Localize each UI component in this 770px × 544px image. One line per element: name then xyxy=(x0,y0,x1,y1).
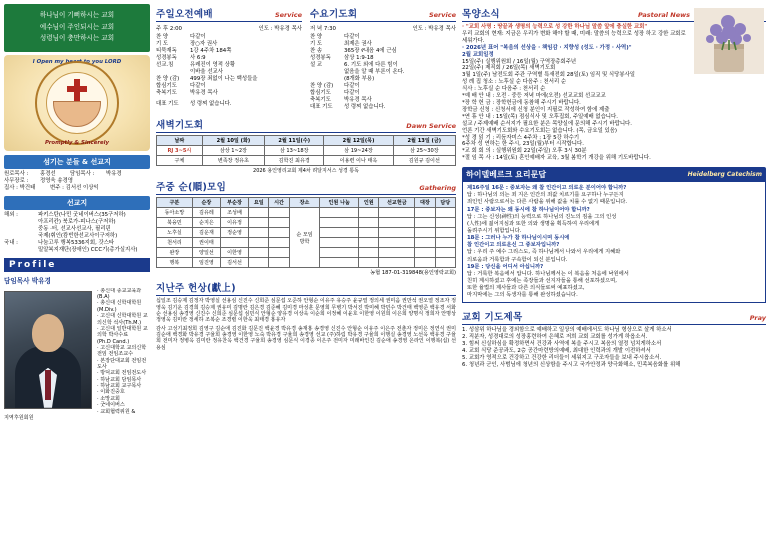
order-value: 장○자 권사 xyxy=(190,41,218,48)
gathering-col-3: 요일 xyxy=(249,198,269,208)
catechism-body xyxy=(462,182,766,303)
catechism-header xyxy=(462,167,766,182)
gathering-col-6: 인원 나눔 xyxy=(320,198,359,208)
serving-row xyxy=(4,171,150,178)
catechism-block xyxy=(462,167,766,303)
mission-row xyxy=(4,212,150,219)
order-value: 삼상 1:9-18 xyxy=(344,55,374,62)
gathering-note-1: 순 모임 xyxy=(296,231,313,238)
lastweek-tithe: 십일조 김승제 김정자 박영실 선용심 신진수 신희준 심문섭 오준하 안형순 이유주 유승주 윤규열 정의세 권미음 권만석 권오열 정조자 정영욱 김기운 김경희 김승제 권유미 김명란 김은경 김준혜 김미경 마성훈 문영희 무병기 박서진 박미혜 박민수 박건태 백영준 백유경 서화순 선용심 송경영 신진수 신희준 심문섭 심민식 안형순 양유경 이상욱 이순희 이정혜 이윤호 이한영 이원희 이은희 양명식 정희자 안명상 정영욱 김미란 정세하 조복순 조경렬 이한욱 최태경 홍유자 xyxy=(156,298,456,324)
gathering-note-2: 방학 xyxy=(299,238,310,245)
dawn-time: RJ 3~5시 xyxy=(157,146,203,156)
prayer-topics-header xyxy=(462,309,766,325)
serving-label-3: 사무장로 : xyxy=(4,177,29,184)
gathering-col-0: 구분 xyxy=(157,198,193,208)
mission-value-4: 국제(휘인(캄빈한선교사이구저하) xyxy=(38,232,118,239)
serving-row xyxy=(4,178,150,185)
catechism-line: 18문 : 그러나 누가 참 하나님이시며 동시에 xyxy=(467,235,570,242)
serving-row xyxy=(4,185,150,192)
news-line: 22일(주) 제직회 / 26일(목) 새벽기도회 xyxy=(462,65,556,72)
sunday-service-header xyxy=(156,6,302,22)
gathering-col-10: 담당 xyxy=(435,198,455,208)
mission-row xyxy=(4,219,150,226)
order-label: 설 교 xyxy=(310,62,323,69)
gathering-cell: 북융민 xyxy=(157,218,193,228)
gathering-title: 주중 순(順)모임 xyxy=(156,182,227,194)
news-line: 언론 기간 새벽기도회와 수요기도회는 없습니다. (목, 금요일 있음) xyxy=(462,127,618,134)
catechism-line: 답 : 그는 신성(神性)의 능력으로 하나님의 진노의 짐을 그의 인성 xyxy=(467,213,617,220)
order-value: 사 6:9 xyxy=(190,55,206,62)
news-eng: Pastoral News xyxy=(638,11,690,19)
news-line: 3월 1일(주) 남전도회 주관 구역별 특새전회 28일(토) 임직 및 식당봉사일 xyxy=(462,72,635,79)
order-row xyxy=(310,48,456,55)
gathering-cell: 권이태 xyxy=(192,238,220,248)
order-label: 합심기도 xyxy=(156,83,177,90)
bio-line: · 굿네이버스 xyxy=(97,402,125,409)
news-line: 장학금 신청 : 신청서에 신청 분인이 지필로 작성하여 함에 제출 xyxy=(462,106,610,113)
gathering-col-4: 시간 xyxy=(269,198,289,208)
prayer-topics-list xyxy=(462,327,766,368)
gathering-cell: 행복 xyxy=(157,258,193,268)
order-row xyxy=(156,101,302,108)
dawn-cell: 김원규 김이선 xyxy=(393,156,455,166)
prayer-topics-eng: Pray xyxy=(749,314,766,323)
church-logo xyxy=(4,55,150,151)
order-label: 찬 양 (감) xyxy=(156,76,180,83)
profile-header: Profile xyxy=(4,258,150,272)
bio-line: (Ph.D Cand.) xyxy=(97,338,130,345)
order-value: 성 령찌 없습니다. xyxy=(190,101,232,108)
dawn-cell: 이용련 이나 태옥 xyxy=(324,156,393,166)
gathering-cell xyxy=(220,238,248,248)
catechism-line: 답 : 거룩한 복음에서 압니다. 하나님께서는 이 복음을 처음에 낙원에서 xyxy=(467,270,629,277)
order-value: 성 령찌 없습니다. xyxy=(344,104,386,111)
sunday-service-leader: 인도 : 박유경 목사 xyxy=(258,26,302,32)
wednesday-prayer-header xyxy=(310,6,456,22)
dawn-service-table xyxy=(156,135,456,166)
order-value: 499장 죄없이 나는 백성들을 xyxy=(190,76,258,83)
order-row xyxy=(156,62,302,69)
catechism-line: 또한 율법의 제사들과 다른 의식들로써 예표하셨고, xyxy=(467,285,585,292)
serving-label-1: 원로목사 : xyxy=(4,170,29,177)
news-line: *성 경 읽 기 : 리듬자미스 4주차 : 1장 5강 하수기 xyxy=(462,134,580,141)
order-value: 6. 기도 외에 다른 힘이 xyxy=(344,62,398,69)
catechism-line: 19문 : 당신을 어디서 아십니까? xyxy=(467,263,544,270)
dawn-col-4: 2월 13일 (금) xyxy=(393,136,455,146)
news-title: 목양소식 xyxy=(462,9,500,20)
catechism-eng: Heidelberg Catechism xyxy=(687,171,762,179)
gathering-cell: 노후실 xyxy=(157,228,193,238)
catechism-line: 의로움과 거룩함과 구속함이 되신 분입니다. xyxy=(467,256,568,263)
gathering-cell: 이한영 xyxy=(220,248,248,258)
lastweek-title: 지난주 헌상(獻上) xyxy=(156,283,236,295)
vision-line-3: 성령님이 충만하시는 교회 xyxy=(39,34,115,43)
bio-line: · 본장단대교회 전임전도사 xyxy=(97,357,147,371)
bio-line: · 고신대 일반대학원 교의학 박사수료 xyxy=(97,325,148,339)
gathering-col-8: 선교헌금 xyxy=(379,198,415,208)
mission-value-2: 아프리칸) 북로가-피나스(구저하) xyxy=(38,218,116,225)
order-label: 찬 양 xyxy=(310,34,323,40)
bio-line: · 이화진중호 xyxy=(97,389,125,396)
mission-row xyxy=(4,247,150,254)
prayer-topic-item: 5. 교회가 영적으로 건강하고 건강한 리더들이 세워지고 구조자들을 보내 주시옵소서. xyxy=(462,355,662,361)
order-row xyxy=(310,34,456,41)
order-value: 유레진이 영적 상황 xyxy=(190,62,236,69)
dawn-col-0: 날짜 xyxy=(157,136,203,146)
mission-list xyxy=(4,212,150,254)
serving-value-4: 변주 : 김서선 이상익 xyxy=(50,184,99,191)
dawn-service-header xyxy=(156,117,456,133)
middle-column xyxy=(156,6,456,351)
gathering-cell: 순지은 xyxy=(192,218,220,228)
gathering-cell: 정순영 xyxy=(220,228,248,238)
dawn-service-block xyxy=(156,117,456,174)
order-value: 박유경 목사 xyxy=(344,97,372,104)
news-line: *연 휴 안 내 : 15일(목) 점심식사 및 오후집회, 주일예배 없습니다. xyxy=(462,113,618,120)
catechism-line: 답 : 하나님의 의는 죄 지은 인간의 죄값 치르기를 요구하나 누구든지 xyxy=(467,192,624,199)
order-label: 대표 기도 xyxy=(310,104,333,111)
vision-line-1: 하나님이 기뻐하시는 교회 xyxy=(39,11,115,19)
catechism-line: 돌려주시기 위함입니다. xyxy=(467,227,522,234)
gathering-col-2: 부순장 xyxy=(220,198,248,208)
mission-row xyxy=(4,240,150,247)
order-label: 합심기도 xyxy=(310,90,331,97)
dawn-col-1: 2월 10일 (화) xyxy=(202,136,264,146)
dawn-cell: 삼 13~18장 xyxy=(265,146,324,156)
bio-line: · 총신대 신학대학원 (M.Div.) xyxy=(97,300,142,313)
serving-list xyxy=(4,171,150,192)
order-value: 다같이 xyxy=(190,83,206,90)
order-row xyxy=(310,55,456,62)
serving-header: 섬기는 분들 & 선교지 xyxy=(4,155,150,169)
news-line: 2월 교회일정 xyxy=(462,51,494,58)
catechism-line: (人性)에 짊어지심과 또한 의와 생명을 획득하여 우리에게 xyxy=(467,220,600,227)
bio-line: · 방덕교회 전임전도사 xyxy=(97,370,147,377)
lastweek-header xyxy=(156,280,456,296)
news-line: *장 학 헌 금 : 장학헌금에 동참해 주시기 바랍니다. xyxy=(462,99,581,106)
order-row xyxy=(156,83,302,90)
lastweek-block xyxy=(156,280,456,351)
order-row xyxy=(156,55,302,62)
bio-line: 지역후원회원 xyxy=(4,414,34,421)
gathering-note-cell xyxy=(289,208,320,268)
photo-tie xyxy=(45,370,51,400)
dawn-footer: 2026 용인영리교회 제4차 려달지서스 성경 통독 xyxy=(253,168,359,175)
order-label: 티묵재독 xyxy=(156,48,177,55)
gathering-table xyxy=(156,197,456,268)
dawn-col-2: 2월 11일(수) xyxy=(265,136,324,146)
sunday-service-block xyxy=(156,6,302,111)
gathering-account-note: 농협 187-01-319848(용인영락교회) xyxy=(370,270,456,277)
gathering-block xyxy=(156,179,456,276)
gathering-cell: 동아소망 xyxy=(157,208,193,218)
order-value: 없음을 알 때 부론이 온다. xyxy=(344,69,405,76)
news-line: 15일(주) 실행위원회 / 16일(월) 구역장총회주년 xyxy=(462,58,577,65)
gathering-col-9: 대장 xyxy=(415,198,435,208)
order-label: 축복기도 xyxy=(310,97,331,104)
dawn-cell: 삼상 1~2장 xyxy=(202,146,264,156)
news-line: *절 임 목 사 : 14일(토) 혼인예배자 교육, 3월 봄학기 개강을 위해 기도바랍니다. xyxy=(462,155,651,162)
mission-row xyxy=(4,226,150,233)
prayer-topic-item: 3. 힘써 신실하심을 확정하면서 건강과 사역에 복을 주시고 복음의 열정 넘치게하소서 xyxy=(462,341,662,348)
wednesday-prayer-block xyxy=(310,6,456,111)
mission-header: 선교지 xyxy=(4,196,150,210)
sunday-service-meta xyxy=(156,24,302,32)
dawn-service-eng: Dawn Service xyxy=(406,122,456,131)
bio-line: · 소망교회 xyxy=(97,395,120,402)
order-value: 1강 4주차 184쪽 xyxy=(190,48,232,55)
order-value: 다같이 xyxy=(344,90,360,97)
catechism-title: 하이델베르크 요리문답 xyxy=(466,170,547,180)
prayer-topics-block xyxy=(462,309,766,368)
serving-value-1: 홍경선 xyxy=(40,170,56,177)
order-label: 축복기도 xyxy=(156,90,177,97)
photo-face xyxy=(32,314,64,352)
pastor-block xyxy=(4,288,150,422)
serving-label-4: 집사 : 박건태 xyxy=(4,184,36,191)
prayer-topic-item: 2. 직분자, 성경대로의 성장홍련하여 은혜로 저희 교회 교회를 성가게 하옵소서. xyxy=(462,334,648,341)
gathering-cell: 김서선 xyxy=(220,258,248,268)
dawn-cell: 삼 19~24장 xyxy=(324,146,393,156)
mission-label-overseas: 해외 : xyxy=(4,211,18,218)
dawn-cell: 삼 25~30장 xyxy=(393,146,455,156)
wednesday-prayer-eng: Service xyxy=(428,11,456,19)
mission-value-1: 파키스탄(나민 굿네이버스(35구저하) xyxy=(38,211,126,218)
order-row xyxy=(310,104,456,111)
logo-bottom-text: Promptly & Sincerely xyxy=(44,139,110,146)
news-line: 식사 : 노후실 순 다음주 : 천서리 순 xyxy=(462,86,546,93)
bio-line: · 총신대 종교교육과 (B.A) xyxy=(97,287,142,301)
news-line: 6주차 성 연하는 한 주시, 23일(월)부터 시작합니다. xyxy=(462,141,584,148)
order-value: 다같이 xyxy=(344,83,360,90)
bio-line: · 고신대 신학대학원 교의신학 석사(Th.M.) xyxy=(97,313,148,326)
order-value: 다같이 xyxy=(344,34,360,40)
order-value: 최제은 권사 xyxy=(344,41,372,48)
services-row xyxy=(156,6,456,111)
dawn-service-title: 새벽기도회 xyxy=(156,120,204,132)
mission-value-5: 나눔고루 행복5336지회, 갓스타 xyxy=(38,239,115,246)
bio-line: · 하남교회 담임목사 xyxy=(97,376,142,383)
sunday-service-time: 주 후 2:00 xyxy=(156,26,182,32)
gathering-col-1: 순장 xyxy=(192,198,220,208)
news-block xyxy=(462,6,766,162)
news-line: 우리 교회의 현재: 지금은 우리가 변화 해야 할 때, 미래: 말씀의 능력으로 성장 하고 강한 교회로 세워가다. xyxy=(462,30,686,44)
gathering-col-5: 장소 xyxy=(289,198,320,208)
order-label: 찬 양 (감) xyxy=(310,83,334,90)
order-value: 이바울 선교사 xyxy=(190,69,223,76)
serving-label-2: 담임목사 : xyxy=(70,170,95,177)
order-row xyxy=(310,69,456,76)
table-row xyxy=(157,208,456,218)
gathering-cell: 조성배 xyxy=(220,208,248,218)
gathering-cell: 김운재 xyxy=(192,228,220,238)
dawn-cell: 김학진 최유경 xyxy=(265,156,324,166)
news-line: 설교 / 주제예배 순서지가 필요한 분은 목양실에 문의해 주시기 바랍니다. xyxy=(462,120,632,127)
wednesday-prayer-order xyxy=(310,34,456,111)
order-row xyxy=(310,83,456,90)
gathering-cell: 양일선 xyxy=(192,248,220,258)
sunday-service-order xyxy=(156,34,302,108)
bio-line: · 하남교회 교구목사 xyxy=(97,383,142,390)
order-row xyxy=(156,76,302,83)
wednesday-prayer-meta xyxy=(310,24,456,32)
news-line: *예 배 안 내 : 오전 · 중등 저녁 마에(오전) 선교교회 선교교교 xyxy=(462,93,606,100)
lastweek-thanks: 감사 고성기최정희 김영구 김순애 김진화 김문진 백윤경 박유경 송재홍 송경영 신진수 안형순 이유주 이은주 전춘자 정미은 정연식 권미 김순애 백경화 박유경 구율희 송경영 이한영 노숙 박유경 구율희 송경영 선교 (주)하림 박유경 구율희 이행실 송경영 노선옥 백유경 구율희 전미자 정병옥 김미란 정유찬옥 백건경 구율희 송경영 심문식 이경종 이은주 전미자 미래바인진 김순애 송경영 온라인 이행복(십) 선용심 xyxy=(156,325,456,351)
order-label: 찬 양 xyxy=(156,34,169,40)
order-row xyxy=(156,90,302,97)
order-value: 박유경 목사 xyxy=(190,90,218,97)
news-line: · "교회 사명 : 땅끝과 생명의 능력으로 성 강한 하나님 말씀 앞에 충실한 교회" xyxy=(462,24,648,30)
wednesday-prayer-leader: 인도 : 박유경 목사 xyxy=(412,26,456,32)
news-line: *교 회 회 의 : 실행위원회 22일(주일) 오후 3시 30분 xyxy=(462,148,587,155)
right-column xyxy=(462,6,766,369)
table-header-row xyxy=(157,136,456,146)
sunday-service-title: 주일오전예배 xyxy=(156,9,213,20)
order-label: 찬 송 xyxy=(310,48,323,55)
order-row xyxy=(156,34,302,41)
gathering-col-7: 인원 xyxy=(359,198,379,208)
table-header-row xyxy=(157,198,456,208)
vision-banner xyxy=(4,4,150,52)
table-row xyxy=(157,156,456,166)
gathering-cell: 김유레 xyxy=(192,208,220,218)
mission-value-6: 밀알복지재단(장애인) CCC기(총가실지사) xyxy=(38,246,138,253)
order-row xyxy=(310,41,456,48)
news-line: 성 례 집 청소 : 노후실 순 다음주 : 천서리 순 xyxy=(462,79,567,86)
bio-line: · 고신대학교 교의신학 전임 전임조교수 xyxy=(97,344,147,358)
order-label: 선교.침 xyxy=(156,62,174,69)
order-row xyxy=(156,41,302,48)
pastor-name: 담임목사 박유경 xyxy=(4,276,51,285)
mission-row xyxy=(4,233,150,240)
catechism-line: 친히 계시하셨고 후에는 족장들과 선지자들을 통해 선포하셨으며, xyxy=(467,277,617,284)
logo-top-text: I Open my heart to you LORD xyxy=(32,58,122,65)
catechism-line: 답 : 우리 주 예수 그리스도, 즉 하나님께서 나와서 우리에게 지혜와 xyxy=(467,249,621,256)
vision-line-2: 예수님이 주인되시는 교회 xyxy=(39,22,115,31)
catechism-line: 마지막에는 그의 독생자를 통해 완성하셨습니다. xyxy=(467,292,578,299)
wednesday-prayer-time: 저 녁 7:30 xyxy=(310,26,336,32)
order-row xyxy=(310,90,456,97)
gathering-cell: 완장 xyxy=(157,248,193,258)
flower-photo xyxy=(694,8,764,74)
order-label: 기 도 xyxy=(310,41,323,48)
order-value: 365장 የ내음 4에 근심 xyxy=(344,48,397,55)
prayer-topics-title: 교회 기도제목 xyxy=(462,312,523,324)
catechism-line: 참 인간이고 의로운신 그 중보자입니까? xyxy=(467,242,560,249)
bio-line: · 교회협력위원 & xyxy=(97,408,136,415)
gathering-cell: 임진영 xyxy=(192,258,220,268)
sunday-service-eng: Service xyxy=(274,11,302,19)
table-row xyxy=(157,146,456,156)
serving-value-2: 박유경 xyxy=(106,170,122,177)
order-label: 기 도 xyxy=(156,41,169,48)
dawn-col-3: 2월 12일(목) xyxy=(324,136,393,146)
gathering-header xyxy=(156,179,456,195)
gathering-eng: Gathering xyxy=(419,184,456,193)
prayer-topic-item: 4. 교회 식당 준공과도, 2층 공간마련방의예배, 최대한 인력과의 개발 이전하셔서 xyxy=(462,348,651,355)
order-label: 대표 기도 xyxy=(156,101,179,108)
pastor-photo xyxy=(4,291,92,409)
order-label: 성경봉독 xyxy=(310,55,331,62)
order-value: 다같이 xyxy=(190,34,206,40)
left-column xyxy=(4,4,150,421)
prayer-topic-item: 6. 청년과 군인, 사범님에 청년의 신상함을 주시고 국가안정과 양극화해소, 민족복음화를 위해 xyxy=(462,361,681,368)
order-value: (8개화 부용) xyxy=(344,76,375,83)
order-row xyxy=(156,48,302,55)
mission-label-domestic: 국내 : xyxy=(4,239,18,246)
news-line: · 2026년 표어 "복음의 선상을 · 책임감 · 지향성 (성도 · 가정 · 사역)" xyxy=(462,44,632,51)
catechism-line: 제16주일 16문 : 중보자는 왜 참 인간이고 의로운 분이어야 합니까? xyxy=(467,185,627,192)
catechism-line: 죄인인 사람으로서는 다른 사람을 위해 값을 치룰 수 없기 때문입니다. xyxy=(467,199,628,206)
dawn-cell: 변족장 정유초 xyxy=(202,156,264,166)
gathering-cell: 이유정 xyxy=(220,218,248,228)
dawn-label: 구체 xyxy=(157,156,203,166)
prayer-topic-item: 1. 성삼위 하나님을 경외함으로 예배하고 일상의 예배에서도 하나님 형상으로 살게 하소서 xyxy=(462,327,672,334)
serving-value-3: 정영욱 송경영 xyxy=(40,177,73,184)
catechism-line: 17문 : 중보자는 왜 동시에 참 하나님이어야 합니까? xyxy=(467,206,590,213)
mission-value-3: 중동 ·터, 선교사선교사, 필리핀 xyxy=(38,225,111,232)
gathering-cell: 천서리 xyxy=(157,238,193,248)
order-label: 성경봉독 xyxy=(156,55,177,62)
wednesday-prayer-title: 수요기도회 xyxy=(310,9,358,20)
